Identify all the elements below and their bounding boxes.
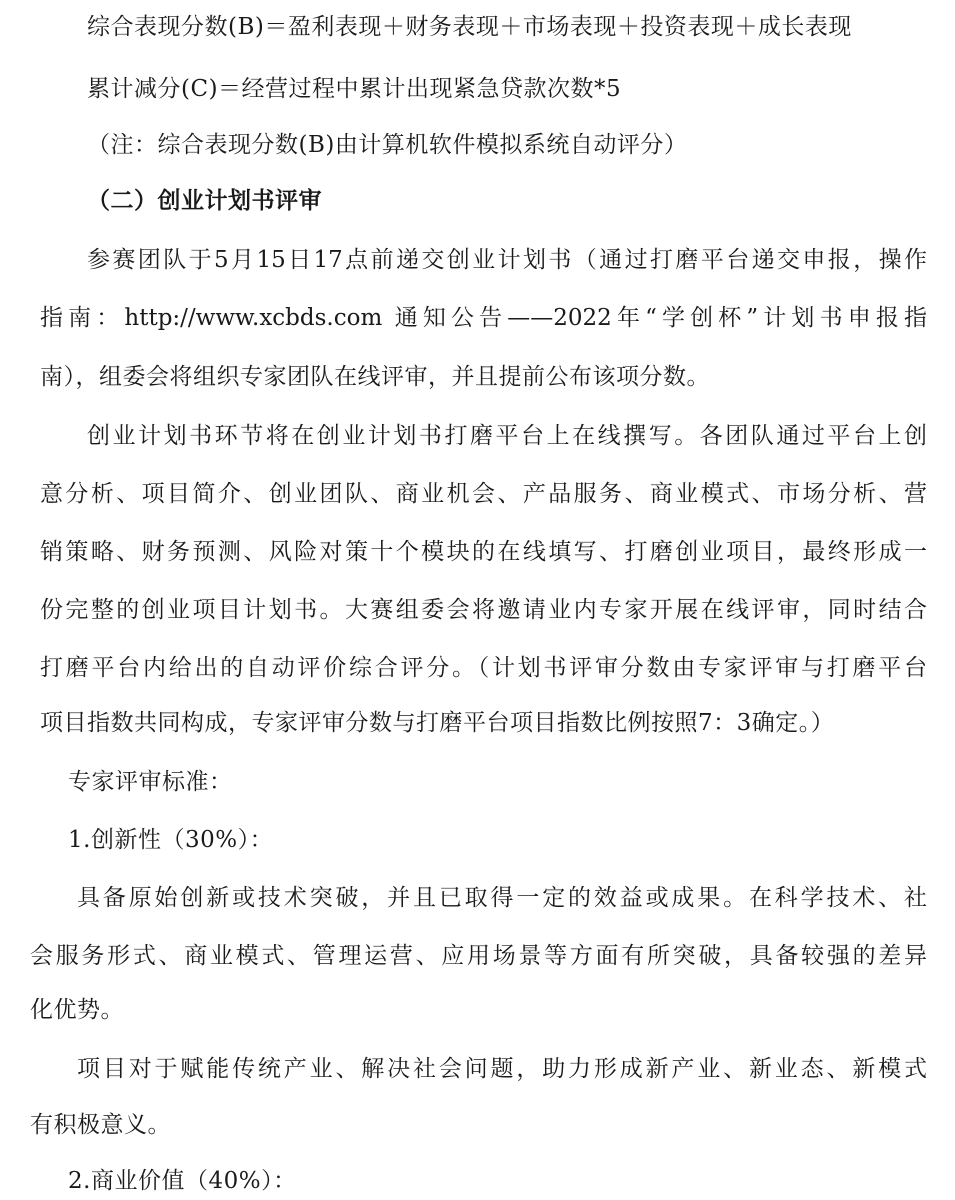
section-heading: （二）创业计划书评审 bbox=[87, 187, 322, 214]
formula-c-line: 累计减分(C)＝经营过程中累计出现紧急贷款次数*5 bbox=[87, 76, 622, 102]
paragraph-line: 化优势。 bbox=[30, 997, 124, 1023]
paragraph-line: 项目指数共同构成，专家评审分数与打磨平台项目指数比例按照7：3确定。） bbox=[40, 710, 835, 736]
paragraph-line: 项目对于赋能传统产业、解决社会问题，助力形成新产业、新业态、新模式 bbox=[77, 1056, 927, 1082]
criteria-heading: 专家评审标准： bbox=[68, 769, 233, 795]
paragraph-line: 销策略、财务预测、风险对策十个模块的在线填写、打磨创业项目，最终形成一 bbox=[40, 539, 927, 565]
paragraph-line: 具备原始创新或技术突破，并且已取得一定的效益或成果。在科学技术、社 bbox=[77, 885, 927, 911]
paragraph-line: 意分析、项目简介、创业团队、商业机会、产品服务、商业模式、市场分析、营 bbox=[40, 481, 927, 507]
paragraph-line: 会服务形式、商业模式、管理运营、应用场景等方面有所突破，具备较强的差异 bbox=[30, 943, 927, 969]
paragraph-line: 指南：http://www.xcbds.com 通知公告——2022年“学创杯”计划书申报指 bbox=[40, 305, 927, 331]
paragraph-line: 有积极意义。 bbox=[30, 1112, 171, 1138]
criterion-2-heading: 2.商业价值（40%）： bbox=[68, 1168, 297, 1194]
paragraph-line: 创业计划书环节将在创业计划书打磨平台上在线撰写。各团队通过平台上创 bbox=[87, 423, 927, 449]
paragraph-line: 份完整的创业项目计划书。大赛组委会将邀请业内专家开展在线评审，同时结合 bbox=[40, 597, 927, 623]
paragraph-line: 参赛团队于5月15日17点前递交创业计划书（通过打磨平台递交申报，操作 bbox=[87, 247, 927, 273]
formula-b-line: 综合表现分数(B)＝盈利表现＋财务表现＋市场表现＋投资表现＋成长表现 bbox=[87, 14, 852, 40]
paragraph-line: 打磨平台内给出的自动评价综合评分。（计划书评审分数由专家评审与打磨平台 bbox=[40, 655, 927, 681]
note-line: （注：综合表现分数(B)由计算机软件模拟系统自动评分） bbox=[87, 132, 688, 158]
paragraph-line: 南），组委会将组织专家团队在线评审，并且提前公布该项分数。 bbox=[40, 364, 710, 390]
criterion-1-heading: 1.创新性（30%）： bbox=[68, 827, 274, 853]
